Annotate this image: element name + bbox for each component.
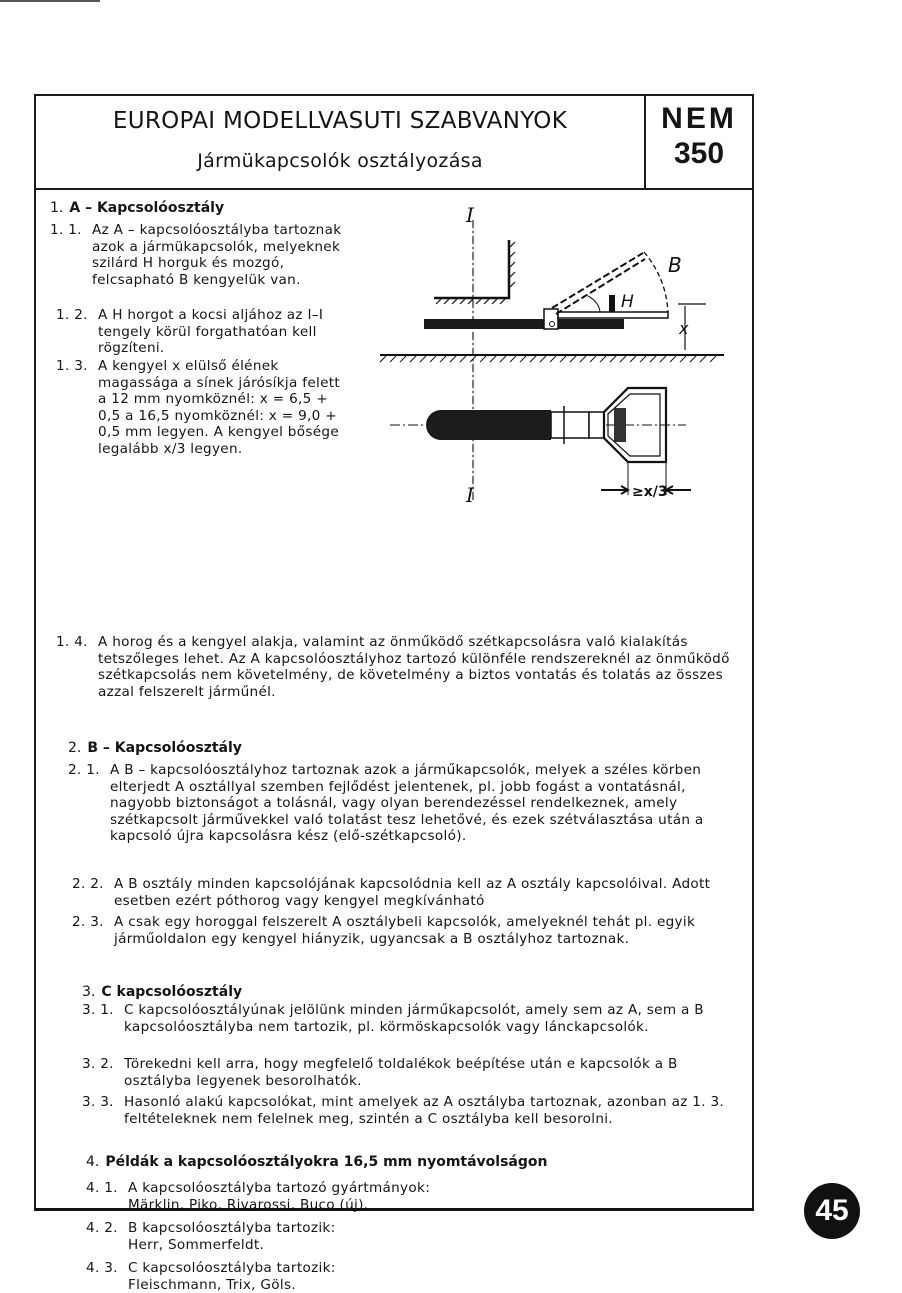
- list-item-2-3: 2. 3. A csak egy horoggal felszerelt A osztálybeli kapcsolók, amelyeknél tehát pl. egyik járműoldalon egy kengyel hiányzik, ugyancsak a B osztályhoz tartoznak.: [72, 914, 740, 947]
- scan-artifact: [0, 0, 100, 2]
- section-heading-3: 3. C kapcsolóosztály: [82, 984, 242, 1000]
- sheet-header: [36, 96, 752, 190]
- manufacturers-c: Fleischmann, Trix, Göls.: [128, 1277, 686, 1293]
- manufacturers-a: Märklin, Piko, Rivarossi, Buco (új).: [128, 1197, 686, 1214]
- section-heading-1: 1. A – Kapcsolóosztály: [50, 200, 224, 216]
- list-item-3-3: 3. 3. Hasonló alakú kapcsolókat, mint amelyek az A osztályba tartoznak, azonban az 1. 3. feltételeknek nem felelnek meg, szintén a C osztályba kell besorolni.: [82, 1094, 742, 1127]
- list-item-4-3: 4. 3. C kapcsolóosztályba tartozik: Fleischmann, Trix, Göls.: [86, 1260, 686, 1293]
- list-item-1-4: 1. 4. A horog és a kengyel alakja, valamint az önműködő szétkapcsolásra való kialakítás tetszőleges lehet. Az A kapcsolóosztályhoz tartozó különféle rendszereknél az önműködő szétkapcsolás nem követelmény, de követelmény a biztos vontatás és tolatás az összes azzal felszerelt járműnél.: [56, 634, 736, 700]
- list-item-4-2: 4. 2. B kapcsolóosztályba tartozik: Herr, Sommerfeldt.: [86, 1220, 686, 1253]
- standard-code: NEM: [646, 102, 752, 136]
- section-heading-2: 2. B – Kapcsolóosztály: [68, 740, 242, 756]
- axis-label-top: I: [465, 203, 475, 227]
- list-item-4-1: 4. 1. A kapcsolóosztályba tartozó gyártmányok: Märklin, Piko, Rivarossi, Buco (új).: [86, 1180, 686, 1213]
- title-block: [36, 96, 646, 188]
- stirrup-label: B: [668, 253, 682, 277]
- standard-code-block: [646, 96, 752, 188]
- list-item-1-1: 1. 1. Az A – kapcsolóosztályba tartoznak azok a jármükapcsolók, melyeknek szilárd H horguk és mozgó, felcsapható B kengyelük van.: [50, 222, 350, 288]
- standard-number: 350: [646, 136, 752, 172]
- page-number-badge: 45: [804, 1183, 860, 1239]
- list-item-1-2: 1. 2. A H horgot a kocsi aljához az I–I tengely körül forgathatóan kell rögzíteni.: [56, 307, 350, 357]
- standard-sheet: [34, 94, 754, 1211]
- list-item-1-3: 1. 3. A kengyel x elülső élének magassága a sínek járósíkja felett a 12 mm nyomköznél: x = 6,5 + 0,5 a 16,5 nyomköznél: x = 9,0 + 0,5 mm legyen. A kengyel bősége legalább x/3 legyen.: [56, 358, 352, 457]
- width-dim-label: ≥x/3: [632, 484, 668, 500]
- section-heading-4: 4. Példák a kapcsolóosztályokra 16,5 mm nyomtávolságon: [86, 1154, 548, 1170]
- list-item-2-1: 2. 1. A B – kapcsolóosztályhoz tartoznak azok a járműkapcsolók, melyek a széles körben elterjedt A osztállyal szemben fejlődést jelentenek, pl. jobb fogást a vontatásnál, nagyobb biztonságot a tolásnál, vagy olyan berendezéssel rendelkeznek, amely szétkapcsolt járművekkel való tolatást tesz lehetővé, és ezek szétválasztása után a kapcsoló újra kapcsolásra kész (elő-szétkapcsoló).: [68, 762, 740, 845]
- axis-label-bottom: I: [465, 483, 475, 507]
- document-title: EUROPAI MODELLVASUTI SZABVANYOK: [36, 108, 644, 134]
- hook-label: H: [621, 292, 634, 312]
- list-item-3-1: 3. 1. C kapcsolóosztályúnak jelölünk minden járműkapcsolót, amely sem az A, sem a B kapcsolóosztályba nem tartozik, pl. körmöskapcsolók vagy lánckapcsolók.: [82, 1002, 742, 1035]
- manufacturers-b: Herr, Sommerfeldt.: [128, 1237, 686, 1254]
- height-label: x: [678, 319, 689, 338]
- list-item-2-2: 2. 2. A B osztály minden kapcsolójának kapcsolódnia kell az A osztály kapcsolóival. Adott esetben ezért póthorog vagy kengyel megkívánható: [72, 876, 740, 909]
- document-subtitle: Jármükapcsolók osztályozása: [36, 150, 644, 172]
- list-item-3-2: 3. 2. Törekedni kell arra, hogy megfelelő toldalékok beépítése után e kapcsolók a B osztályba legyenek besorolhatók.: [82, 1056, 742, 1089]
- coupler-diagram: [366, 200, 746, 510]
